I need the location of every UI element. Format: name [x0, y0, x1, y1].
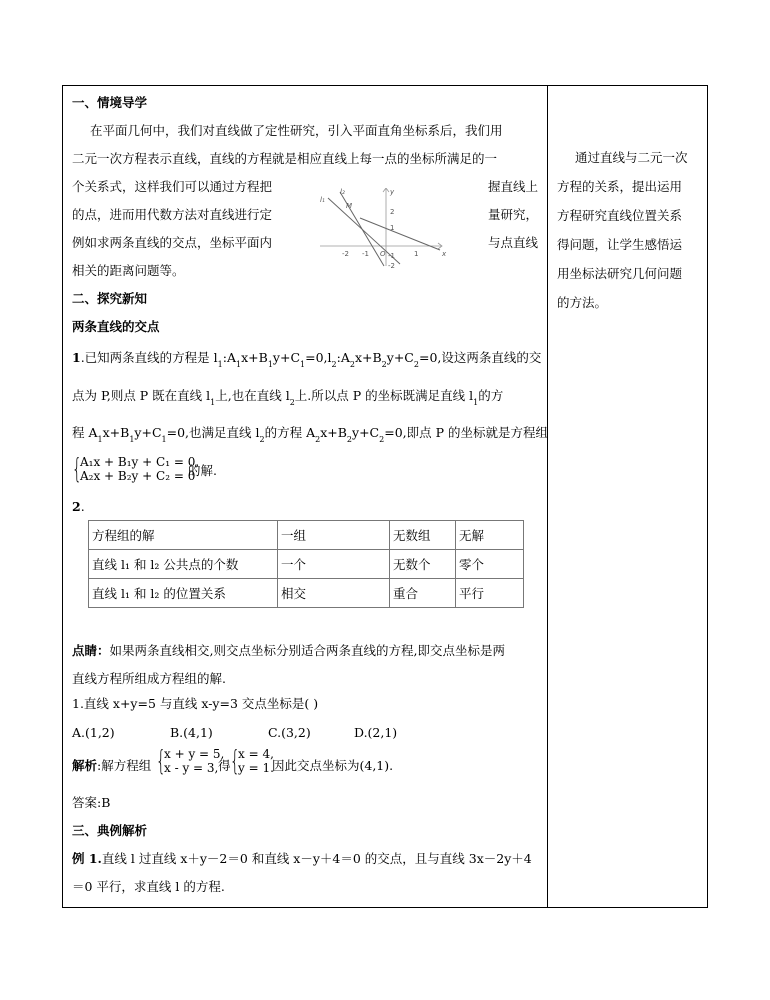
table-cell: 无数个 — [390, 550, 456, 579]
label-y: y — [390, 188, 395, 196]
side-line: 用坐标法研究几何问题 — [557, 266, 683, 281]
solution-row-2: x - y = 3, — [164, 761, 219, 775]
brace-glyph: { — [156, 744, 166, 777]
intro-line-1: 在平面几何中，我们对直线做了定性研究，引入平面直角坐标系后，我们用 — [90, 123, 503, 138]
table-cell: 相交 — [278, 579, 390, 608]
exercise-question: 1.直线 x+y=5 与直线 x-y=3 交点坐标是( ) — [72, 696, 319, 711]
intro-line-3-right: 握直线上 — [488, 179, 539, 194]
q1-text-g: x+B — [354, 350, 382, 365]
section1-heading: 一、情境导学 — [72, 95, 148, 110]
section2-heading: 二、探究新知 — [72, 291, 148, 306]
example-text-1: 直线 l 过直线 x＋y－2＝0 和直线 x－y＋4＝0 的交点，且与直线 3x－2y＋4 — [101, 851, 532, 866]
system-row-1: A₁x + B₁y + C₁ = 0, — [80, 455, 200, 469]
example-line-1 — [72, 849, 532, 867]
tick-ym2: -2 — [388, 262, 395, 268]
q1-l3-d: =0,也满足直线 l — [166, 425, 260, 440]
q1-text-c: x+B — [241, 350, 268, 365]
sub-1: 1 — [97, 435, 103, 444]
table-row — [89, 579, 524, 608]
table-cell: 无解 — [456, 521, 524, 550]
q1-l2-d: 的方 — [478, 388, 504, 403]
label-l1: l₁ — [320, 196, 325, 204]
solution-text-a: :解方程组 — [97, 758, 152, 773]
q2-dot: . — [80, 499, 85, 514]
side-line: 方程的关系，提出运用 — [557, 179, 683, 194]
q1-line-1 — [72, 348, 542, 369]
sub-2: 2 — [349, 360, 355, 369]
sub-2: 2 — [259, 435, 265, 444]
sub-2: 2 — [379, 435, 385, 444]
sub-1: 1 — [267, 360, 273, 369]
option-b: B.(4,1) — [170, 725, 213, 740]
tick-x1: 1 — [414, 250, 419, 258]
tick-y1: 1 — [390, 224, 395, 232]
label-x: x — [442, 250, 447, 258]
sub-2: 2 — [331, 360, 337, 369]
q1-text-e: =0,l — [305, 350, 332, 365]
tick-xm2: -2 — [342, 250, 349, 258]
sub-1: 1 — [129, 435, 135, 444]
q2-number: 2 — [72, 499, 81, 514]
intro-line-6: 相关的距离问题等。 — [72, 263, 185, 278]
section2-subheading: 两条直线的交点 — [72, 319, 160, 334]
q1-text-f: :A — [336, 350, 350, 365]
system-tail: 的解. — [188, 463, 217, 478]
q1-l3-b: x+B — [102, 425, 130, 440]
tip-label: 点睛： — [72, 643, 110, 658]
sub-1: 1 — [236, 360, 242, 369]
example-label: 例 1. — [72, 851, 102, 866]
sub-2: 2 — [381, 360, 387, 369]
q1-text-d: y+C — [272, 350, 301, 365]
table-cell: 方程组的解 — [89, 521, 278, 550]
intro-line-4: 的点，进而用代数方法对直线进行定 — [72, 207, 273, 222]
table-cell: 一组 — [278, 521, 390, 550]
option-c: C.(3,2) — [268, 725, 311, 740]
intro-line-2: 二元一次方程表示直线，直线的方程就是相应直线上每一点的坐标所满足的一 — [72, 151, 498, 166]
q1-l3-c: y+C — [134, 425, 162, 440]
label-m: M — [346, 202, 353, 210]
table-cell: 直线 l₁ 和 l₂ 公共点的个数 — [89, 550, 278, 579]
answer: 答案:B — [72, 795, 111, 810]
solution-result: 因此交点坐标为(4,1). — [272, 758, 394, 773]
solution-line — [72, 756, 151, 774]
option-d: D.(2,1) — [354, 725, 398, 740]
sub-1: 1 — [300, 360, 306, 369]
q1-l2-a: 点为 P,则点 P 既在直线 l — [72, 388, 211, 403]
q2-line — [72, 499, 85, 514]
q1-l3-f: x+B — [320, 425, 347, 440]
tip-line-2: 直线方程所组成方程组的解. — [72, 671, 226, 686]
q1-text-b: :A — [222, 350, 236, 365]
table-cell: 直线 l₁ 和 l₂ 的位置关系 — [89, 579, 278, 608]
table-cell: 无数组 — [390, 521, 456, 550]
side-line: 方程研究直线位置关系 — [557, 208, 683, 223]
table-cell: 一个 — [278, 550, 390, 579]
system-row-2: A₂x + B₂y + C₂ = 0 — [80, 469, 196, 483]
q1-number: 1 — [72, 350, 81, 365]
intro-line-4-right: 量研究， — [488, 207, 539, 222]
sub-1: 1 — [161, 435, 167, 444]
side-line: 通过直线与二元一次 — [575, 150, 688, 165]
intro-line-3: 个关系式，这样我们可以通过方程把 — [72, 179, 273, 194]
q1-l3-e: 的方程 A — [264, 425, 316, 440]
example-line-2: ＝0 平行，求直线 l 的方程. — [72, 879, 225, 894]
solution-row-3: x = 4, — [238, 747, 274, 761]
sub-1: 1 — [217, 360, 223, 369]
solution-de: 得 — [218, 758, 231, 773]
relation-table — [88, 520, 524, 608]
label-l2: l₂ — [340, 188, 345, 196]
q1-line-3 — [72, 423, 548, 444]
side-line: 得问题，让学生感悟运 — [557, 237, 683, 252]
q1-l3-a: 程 A — [72, 425, 98, 440]
sub-2: 2 — [413, 360, 419, 369]
tick-y2: 2 — [390, 208, 395, 216]
tip-line-1 — [72, 641, 505, 659]
table-row — [89, 521, 524, 550]
solution-row-1: x + y = 5, — [164, 747, 225, 761]
sub-1: 1 — [473, 398, 479, 407]
table-row — [89, 550, 524, 579]
q1-l3-h: =0,即点 P 的坐标就是方程组 — [384, 425, 548, 440]
intersection-graph — [320, 188, 450, 268]
sub-2: 2 — [315, 435, 321, 444]
option-a: A.(1,2) — [72, 725, 115, 740]
intro-line-5: 例如求两条直线的交点，坐标平面内 — [72, 235, 273, 250]
side-line: 的方法。 — [557, 295, 608, 310]
tick-xm1: -1 — [362, 250, 369, 258]
q1-line-2 — [72, 386, 504, 407]
sub-1: 1 — [210, 398, 216, 407]
sub-2: 2 — [346, 435, 353, 444]
brace-glyph: { — [72, 452, 82, 485]
column-divider — [547, 85, 548, 908]
side-note — [557, 143, 703, 317]
section3-heading: 三、典例解析 — [72, 823, 148, 838]
label-o: O — [380, 250, 386, 258]
solution-row-4: y = 1. — [238, 761, 274, 775]
solution-label: 解析 — [72, 758, 98, 773]
tip-text-1: 如果两条直线相交,则交点坐标分别适合两条直线的方程,即交点坐标是两 — [109, 643, 505, 658]
q1-text-h: y+C — [386, 350, 414, 365]
q1-text-a: .已知两条直线的方程是 l — [80, 350, 218, 365]
intro-line-5-right: 与点直线 — [488, 235, 539, 250]
q1-l2-b: 上,也在直线 l — [215, 388, 290, 403]
table-cell: 重合 — [390, 579, 456, 608]
q1-l3-g: y+C — [352, 425, 380, 440]
table-cell: 零个 — [456, 550, 524, 579]
table-cell: 平行 — [456, 579, 524, 608]
q1-l2-c: 上.所以点 P 的坐标既满足直线 l — [294, 388, 474, 403]
equation-system — [72, 452, 272, 485]
sub-2: 2 — [289, 398, 295, 407]
q1-text-i: =0,设这两条直线的交 — [418, 350, 542, 365]
brace-glyph: { — [230, 744, 240, 777]
tick-ym1: -1 — [388, 252, 395, 260]
